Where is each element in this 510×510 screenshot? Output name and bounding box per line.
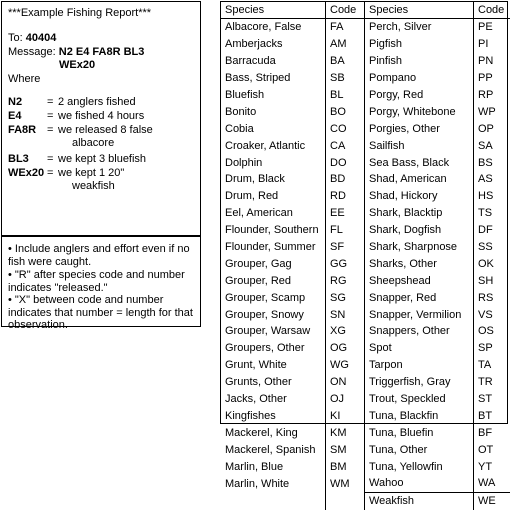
example-report-box (1, 1, 201, 236)
code-cell: BA (326, 53, 365, 70)
code-cell: SM (326, 441, 365, 458)
code-cell: OP (474, 120, 510, 137)
code-cell: PN (474, 53, 510, 70)
desc-wex20-cont: weakfish (72, 180, 115, 192)
species-cell: Kingfishes (221, 407, 326, 424)
code-cell: SF (326, 239, 365, 256)
desc-bl3: we kept 3 bluefish (58, 153, 146, 165)
table-row (221, 137, 510, 154)
code-cell: OJ (326, 391, 365, 408)
species-cell: Sheepshead (365, 272, 474, 289)
code-cell: TA (474, 357, 510, 374)
code-cell: SH (474, 272, 510, 289)
species-cell: Pigfish (365, 36, 474, 53)
species-cell: Perch, Silver (365, 19, 474, 36)
species-cell: Porgy, Whitebone (365, 103, 474, 120)
table-row (221, 407, 510, 424)
code-cell: RS (474, 289, 510, 306)
code-cell: OS (474, 323, 510, 340)
species-cell: Bluefish (221, 87, 326, 104)
species-cell: Shark, Dogfish (365, 222, 474, 239)
where-label: Where (8, 73, 40, 85)
table-row (221, 120, 510, 137)
species-cell: Pompano (365, 70, 474, 87)
table-row (221, 441, 510, 458)
table-row (221, 391, 510, 408)
report-title: ***Example Fishing Report*** (8, 7, 151, 19)
code-cell: DF (474, 222, 510, 239)
header-code-left: Code (326, 2, 365, 19)
code-cell: EE (326, 205, 365, 222)
code-cell: OK (474, 255, 510, 272)
table-row (221, 103, 510, 120)
species-cell: Drum, Red (221, 188, 326, 205)
species-cell: Porgies, Other (365, 120, 474, 137)
table-row (221, 205, 510, 222)
species-cell: Snappers, Other (365, 323, 474, 340)
table-row (221, 289, 510, 306)
code-cell: KM (326, 424, 365, 441)
table-row (221, 171, 510, 188)
code-cell: HS (474, 188, 510, 205)
species-cell: Shad, Hickory (365, 188, 474, 205)
code-bl3: BL3 (8, 153, 29, 165)
message-value-2: WEx20 (59, 59, 95, 71)
species-cell: Porgy, Red (365, 87, 474, 104)
code-cell: AS (474, 171, 510, 188)
message-line (8, 46, 144, 58)
species-cell: Snapper, Vermilion (365, 306, 474, 323)
code-cell: SN (326, 306, 365, 323)
code-cell: PP (474, 70, 510, 87)
species-cell: Eel, American (221, 205, 326, 222)
species-cell: Shad, American (365, 171, 474, 188)
desc-n2: 2 anglers fished (58, 96, 136, 108)
code-cell: PE (474, 19, 510, 36)
code-cell: DO (326, 154, 365, 171)
species-cell: Tuna, Other (365, 441, 474, 458)
table-body (221, 19, 510, 510)
species-cell: Sharks, Other (365, 255, 474, 272)
code-cell: BS (474, 154, 510, 171)
code-cell: GG (326, 255, 365, 272)
notes-box (1, 236, 201, 327)
species-cell: Wahoo (365, 475, 474, 492)
species-cell: Dolphin (221, 154, 326, 171)
species-cell: Groupers, Other (221, 340, 326, 357)
table-row (221, 154, 510, 171)
table-row (221, 458, 510, 475)
table-row (221, 272, 510, 289)
code-cell: SG (326, 289, 365, 306)
desc-fa8r: we released 8 false (58, 124, 153, 136)
code-cell: YT (474, 458, 510, 475)
table-row (221, 323, 510, 340)
table-row (221, 492, 510, 509)
code-cell: CO (326, 120, 365, 137)
code-cell: BO (326, 103, 365, 120)
code-cell: BT (474, 407, 510, 424)
table-row (221, 255, 510, 272)
species-cell: Flounder, Summer (221, 239, 326, 256)
code-cell: WG (326, 357, 365, 374)
species-cell: Tuna, Bluefin (365, 424, 474, 441)
table-row (221, 306, 510, 323)
code-cell: TR (474, 374, 510, 391)
code-cell: FA (326, 19, 365, 36)
species-cell: Grouper, Red (221, 272, 326, 289)
species-cell (221, 492, 326, 509)
species-cell: Mackerel, Spanish (221, 441, 326, 458)
table-row (221, 19, 510, 36)
note-length: • "X" between code and number indicates that number = length for that observation. (8, 294, 202, 332)
species-cell: Grunts, Other (221, 374, 326, 391)
message-value-1: N2 E4 FA8R BL3 (59, 46, 145, 58)
desc-fa8r-cont: albacore (72, 137, 114, 149)
code-cell: AM (326, 36, 365, 53)
code-fa8r: FA8R (8, 124, 36, 136)
species-cell: Marlin, Blue (221, 458, 326, 475)
code-cell: PI (474, 36, 510, 53)
code-cell: CA (326, 137, 365, 154)
code-cell: WA (474, 475, 510, 492)
species-code-table (221, 2, 510, 510)
code-e4: E4 (8, 110, 21, 122)
code-cell: KI (326, 407, 365, 424)
species-cell: Snapper, Red (365, 289, 474, 306)
eq: = (47, 96, 53, 108)
species-cell: Grouper, Warsaw (221, 323, 326, 340)
code-cell: SA (474, 137, 510, 154)
species-cell: Triggerfish, Gray (365, 374, 474, 391)
species-cell: Trout, Speckled (365, 391, 474, 408)
species-cell: Amberjacks (221, 36, 326, 53)
note-anglers: • Include anglers and effort even if no fish were caught. (8, 243, 198, 268)
species-cell: Weakfish (365, 492, 474, 509)
code-cell: SS (474, 239, 510, 256)
code-cell: TS (474, 205, 510, 222)
code-cell: BM (326, 458, 365, 475)
species-cell: Grouper, Gag (221, 255, 326, 272)
table-row (221, 374, 510, 391)
code-cell: RP (474, 87, 510, 104)
code-wex20: WEx20 (8, 167, 44, 179)
species-cell: Mackerel, King (221, 424, 326, 441)
species-cell: Tuna, Blackfin (365, 407, 474, 424)
species-cell: Grouper, Scamp (221, 289, 326, 306)
code-cell: OT (474, 441, 510, 458)
code-cell: BF (474, 424, 510, 441)
header-code-right: Code (474, 2, 510, 19)
code-cell: WM (326, 475, 365, 492)
species-cell: Croaker, Atlantic (221, 137, 326, 154)
species-cell: Jacks, Other (221, 391, 326, 408)
code-cell: RD (326, 188, 365, 205)
code-cell: BD (326, 171, 365, 188)
species-cell: Sailfish (365, 137, 474, 154)
code-cell: WP (474, 103, 510, 120)
table-row (221, 424, 510, 441)
species-cell: Drum, Black (221, 171, 326, 188)
species-cell: Albacore, False (221, 19, 326, 36)
message-label: Message: (8, 46, 56, 58)
table-row (221, 222, 510, 239)
header-species-right: Species (365, 2, 474, 19)
code-cell: RG (326, 272, 365, 289)
species-code-table-box (220, 1, 508, 424)
header-species-left: Species (221, 2, 326, 19)
code-cell: BL (326, 87, 365, 104)
eq: = (47, 167, 53, 179)
table-row (221, 87, 510, 104)
species-cell: Grunt, White (221, 357, 326, 374)
code-cell: VS (474, 306, 510, 323)
species-cell: Sea Bass, Black (365, 154, 474, 171)
code-n2: N2 (8, 96, 22, 108)
table-row (221, 188, 510, 205)
table-row (221, 340, 510, 357)
species-cell: Marlin, White (221, 475, 326, 492)
to-line (8, 32, 56, 44)
code-cell: SP (474, 340, 510, 357)
species-cell: Shark, Blacktip (365, 205, 474, 222)
to-value: 40404 (26, 32, 57, 44)
eq: = (47, 153, 53, 165)
table-row (221, 53, 510, 70)
eq: = (47, 110, 53, 122)
code-cell: FL (326, 222, 365, 239)
table-row (221, 239, 510, 256)
species-cell: Spot (365, 340, 474, 357)
desc-e4: we fished 4 hours (58, 110, 144, 122)
species-cell: Barracuda (221, 53, 326, 70)
code-cell: XG (326, 323, 365, 340)
table-row (221, 357, 510, 374)
note-released: • "R" after species code and number indicates "released." (8, 269, 198, 294)
species-cell: Shark, Sharpnose (365, 239, 474, 256)
species-cell: Pinfish (365, 53, 474, 70)
table-row (221, 36, 510, 53)
species-cell: Flounder, Southern (221, 222, 326, 239)
species-cell: Tuna, Yellowfin (365, 458, 474, 475)
code-cell: ON (326, 374, 365, 391)
species-cell: Cobia (221, 120, 326, 137)
table-row (221, 70, 510, 87)
species-cell: Bass, Striped (221, 70, 326, 87)
species-cell: Tarpon (365, 357, 474, 374)
table-header-row (221, 2, 510, 19)
species-cell: Bonito (221, 103, 326, 120)
code-cell (326, 492, 365, 509)
code-cell: WE (474, 492, 510, 509)
species-cell: Grouper, Snowy (221, 306, 326, 323)
table-row (221, 475, 510, 492)
code-cell: ST (474, 391, 510, 408)
code-cell: OG (326, 340, 365, 357)
eq: = (47, 124, 53, 136)
code-cell: SB (326, 70, 365, 87)
to-label: To: (8, 32, 23, 44)
desc-wex20: we kept 1 20" (58, 167, 124, 179)
